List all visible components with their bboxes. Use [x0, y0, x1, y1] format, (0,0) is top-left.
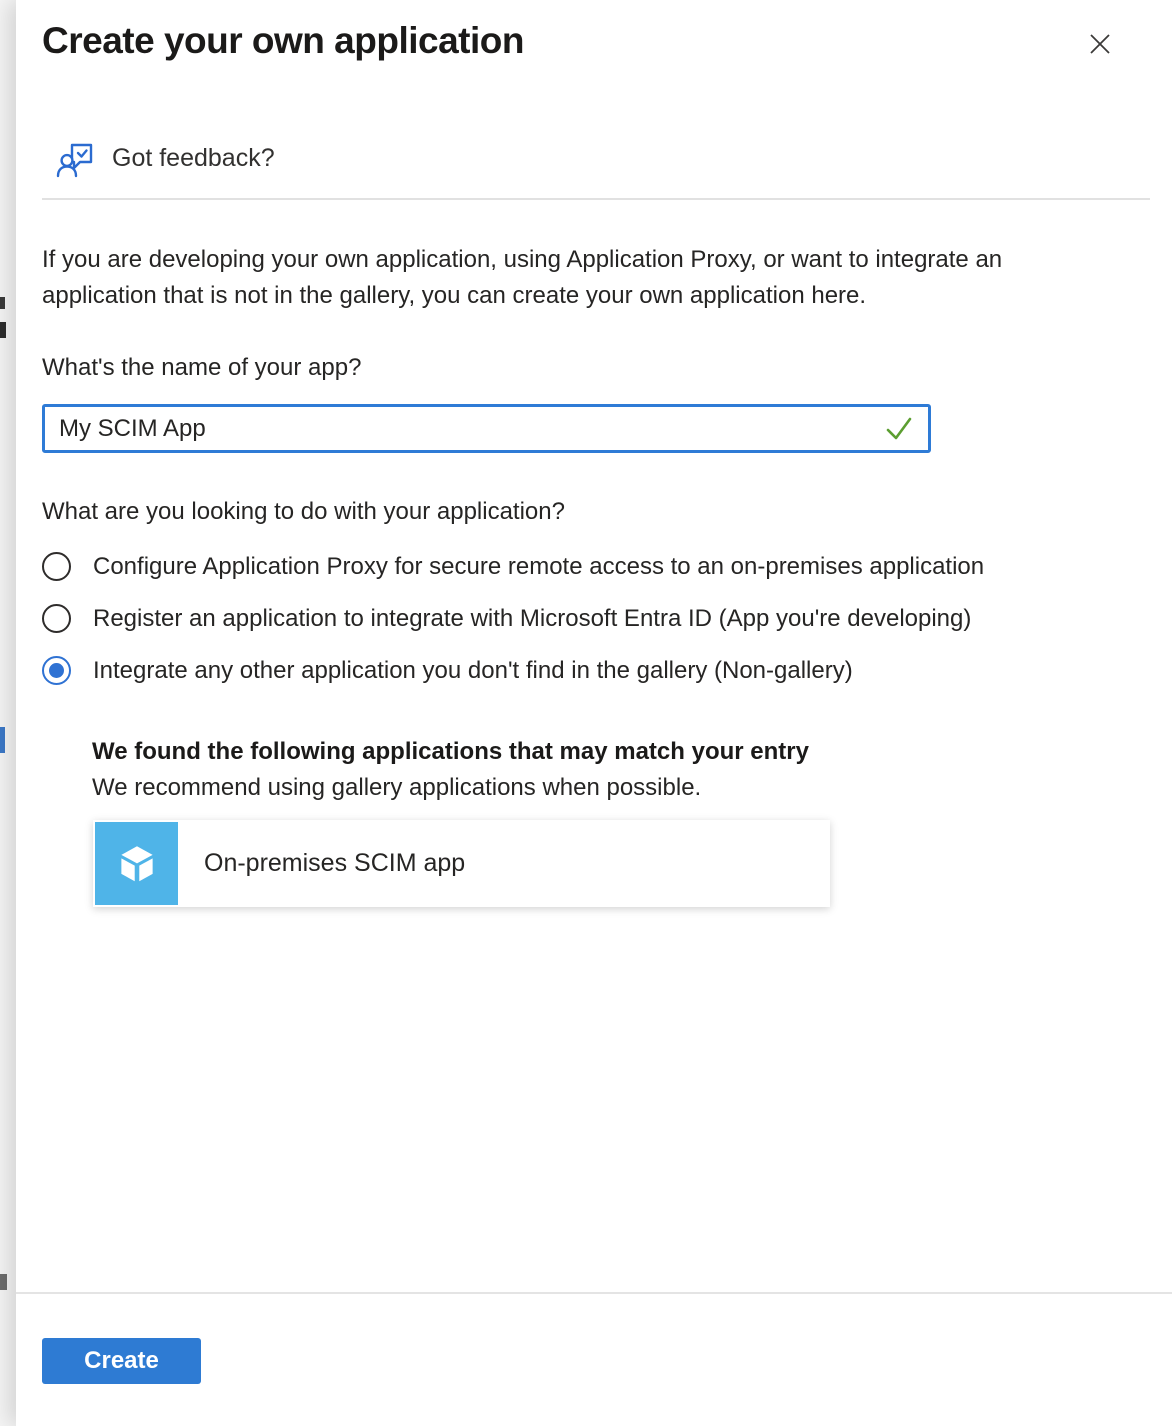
got-feedback-link[interactable] — [56, 138, 275, 178]
close-button[interactable] — [1082, 26, 1118, 62]
feedback-person-bubble-icon — [56, 138, 96, 178]
background-text-fragment — [0, 297, 5, 309]
radio-option-non-gallery[interactable] — [42, 656, 853, 685]
create-application-flyout — [16, 0, 1172, 1426]
suggestions-subheading: We recommend using gallery applications when possible. — [92, 774, 702, 801]
suggested-app-name: On-premises SCIM app — [204, 849, 466, 877]
app-name-label: What's the name of your app? — [42, 354, 362, 381]
page-title: Create your own application — [42, 20, 524, 61]
app-name-input[interactable] — [45, 407, 884, 450]
background-text-fragment — [0, 322, 6, 338]
radio-option-register-app[interactable] — [42, 604, 971, 633]
radio-option-label: Integrate any other application you don't find in the gallery (Non-gallery) — [93, 656, 853, 684]
green-checkmark-icon — [884, 415, 914, 443]
header-divider — [42, 198, 1150, 200]
suggested-app-card[interactable] — [93, 820, 830, 907]
radio-unselected-icon[interactable] — [42, 604, 71, 633]
footer-divider — [16, 1292, 1172, 1294]
background-text-fragment — [0, 1274, 7, 1290]
cube-icon — [95, 822, 178, 905]
purpose-question-label: What are you looking to do with your application? — [42, 498, 565, 525]
radio-option-label: Register an application to integrate with Microsoft Entra ID (App you're developing) — [93, 604, 972, 632]
got-feedback-label: Got feedback? — [112, 143, 275, 172]
close-icon — [1086, 30, 1114, 58]
suggestions-heading: We found the following applications that may match your entry — [92, 738, 809, 765]
background-page-strip — [0, 0, 16, 1426]
background-blue-fragment — [0, 727, 5, 753]
radio-selected-icon[interactable] — [42, 656, 71, 685]
radio-option-app-proxy[interactable] — [42, 552, 984, 581]
radio-option-label: Configure Application Proxy for secure remote access to an on-premises application — [93, 552, 985, 580]
intro-description: If you are developing your own application, using Application Proxy, or want to integrate an application that is not in the gallery, you can create your own application here. — [42, 246, 1003, 309]
app-name-input-wrap — [42, 404, 931, 453]
create-button[interactable]: Create — [42, 1338, 201, 1384]
radio-unselected-icon[interactable] — [42, 552, 71, 581]
